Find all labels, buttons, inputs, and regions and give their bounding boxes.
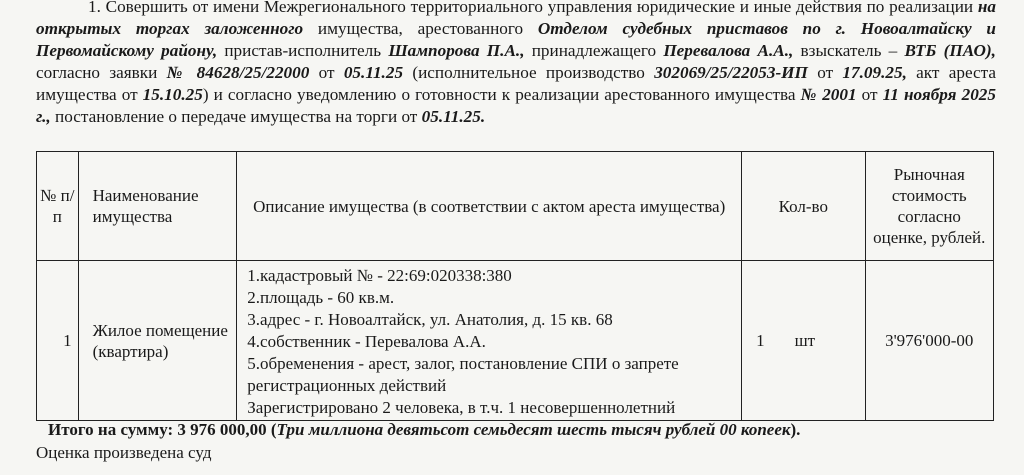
valuation-note: Оценка произведена суд [36, 443, 212, 462]
row-qty [742, 261, 865, 421]
notice-number: № 2001 [800, 85, 857, 104]
bailiff-department: Отделом судебных приставов по г. Новоалтайску и Первомайскому району, [36, 19, 996, 60]
header-qty: Кол-во [742, 152, 865, 261]
proceeding-date: 17.09.25, [842, 63, 907, 82]
desc-line: 2.площадь - 60 кв.м. [247, 288, 395, 307]
creditor-name: ВТБ (ПАО), [904, 41, 996, 60]
header-value: Рыночная стоимость согласно оценке, рублей. [865, 152, 993, 261]
para-text: имущества, арестованного [303, 19, 538, 38]
total-line [48, 420, 800, 440]
bailiff-name: Шампорова П.А., [388, 41, 525, 60]
qty-value: 1 [756, 331, 765, 350]
para-text: пристав-исполнитель [217, 41, 389, 60]
para-text: согласно заявки [36, 63, 167, 82]
row-num: 1 [37, 261, 79, 421]
row-value: 3'976'000-00 [865, 261, 993, 421]
row-desc [237, 261, 742, 421]
property-table [36, 151, 994, 421]
arrest-date: 15.10.25 [142, 85, 203, 104]
notice-date: 11 ноября 2025 г., [36, 85, 996, 126]
para-text: от [807, 63, 843, 82]
desc-line: 3.адрес - г. Новоалтайск, ул. Анатолия, д. 15 кв. 68 [247, 310, 613, 329]
total-end: ). [790, 420, 801, 439]
proceeding-number: 302069/25/22053-ИП [654, 63, 808, 82]
row-name: Жилое помещение (квартира) [78, 261, 237, 421]
desc-line: 5.обременения - арест, залог, постановление СПИ о запрете регистрационных действий [247, 354, 679, 395]
table-header-row [37, 152, 994, 261]
para-text: постановление о передаче имущества на торги от [50, 107, 422, 126]
table-row [37, 261, 994, 421]
request-date: 05.11.25 [343, 63, 404, 82]
qty-unit: шт [794, 331, 816, 350]
header-desc: Описание имущества (в соответствии с актом ареста имущества) [237, 152, 742, 261]
para-text: от [309, 63, 344, 82]
para-text: от [856, 85, 883, 104]
para-text: ) и согласно уведомлению о готовности к реализации арестованного имущества [202, 85, 801, 104]
transfer-date: 05.11.25. [421, 107, 486, 126]
header-name: Наименование имущества [78, 152, 237, 261]
header-num: № п/п [37, 152, 79, 261]
instruction-paragraph [36, 0, 996, 128]
desc-line: 1.кадастровый № - 22:69:020338:380 [247, 266, 512, 285]
desc-line: 4.собственник - Перевалова А.А. [247, 332, 486, 351]
owner-name: Перевалова А.А., [663, 41, 794, 60]
para-text: взыскатель – [793, 41, 905, 60]
desc-line: Зарегистрировано 2 человека, в т.ч. 1 несовершеннолетний [247, 398, 676, 417]
para-text: (исполнительное производство [403, 63, 655, 82]
total-words: Три миллиона девятьсот семьдесят шесть тысяч рублей 00 копеек [276, 420, 791, 439]
para-text: принадлежащего [524, 41, 664, 60]
para-text: акт ареста имущества от [36, 63, 996, 104]
total-label: Итого на сумму: 3 976 000,00 ( [48, 420, 277, 439]
auction-type: на открытых торгах заложенного [36, 0, 996, 38]
para-text: 1. Совершить от имени Межрегионального территориального управления юридические и иные действия по реализации [88, 0, 978, 16]
request-number: № 84628/25/22000 [166, 63, 310, 82]
